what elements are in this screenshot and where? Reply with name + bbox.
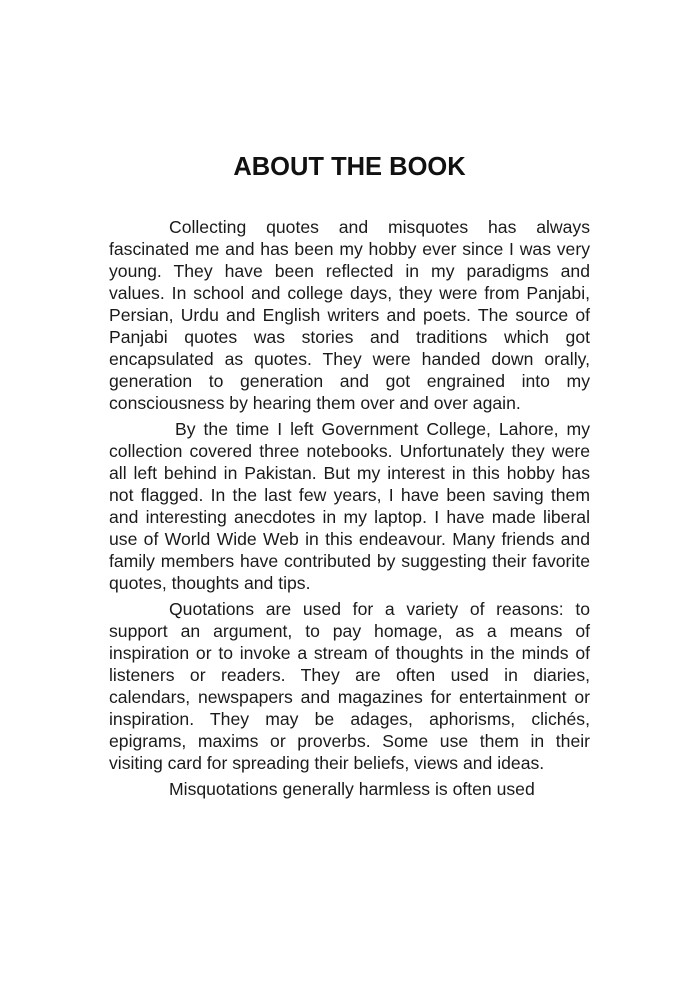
paragraph-4: Misquotations generally harmless is often used	[169, 779, 535, 799]
paragraph-2: By the time I left Government College, Lahore, my collection covered three notebooks. Unfortunately they were all left behind in Pakistan. But my interest in this hobby has not flagged. In the last few years, I have been saving them and interesting anecdotes in my laptop. I have made liberal use of World Wide Web in this endeavour. Many friends and family members have contributed by suggesting their favorite quotes, thoughts and tips.	[109, 419, 590, 593]
paragraph-3: Quotations are used for a variety of reasons: to support an argument, to pay homage, as a means of inspiration or to invoke a stream of thoughts in the minds of listeners or readers. They are often used in diaries, calendars, newspapers and magazines for entertainment or inspiration. They may be adages, aphorisms, clichés, epigrams, maxims or proverbs. Some use them in their visiting card for spreading their beliefs, views and ideas.	[109, 599, 590, 773]
page-title: ABOUT THE BOOK	[233, 153, 466, 181]
paragraph-1: Collecting quotes and misquotes has always fascinated me and has been my hobby ever since I was very young. They have been reflected in my paradigms and values. In school and college days, they were from Panjabi, Persian, Urdu and English writers and poets. The source of Panjabi quotes was stories and traditions which got encapsulated as quotes. They were handed down orally, generation to generation and got engrained into my consciousness by hearing them over and over again.	[109, 217, 590, 413]
body-text	[109, 216, 590, 804]
